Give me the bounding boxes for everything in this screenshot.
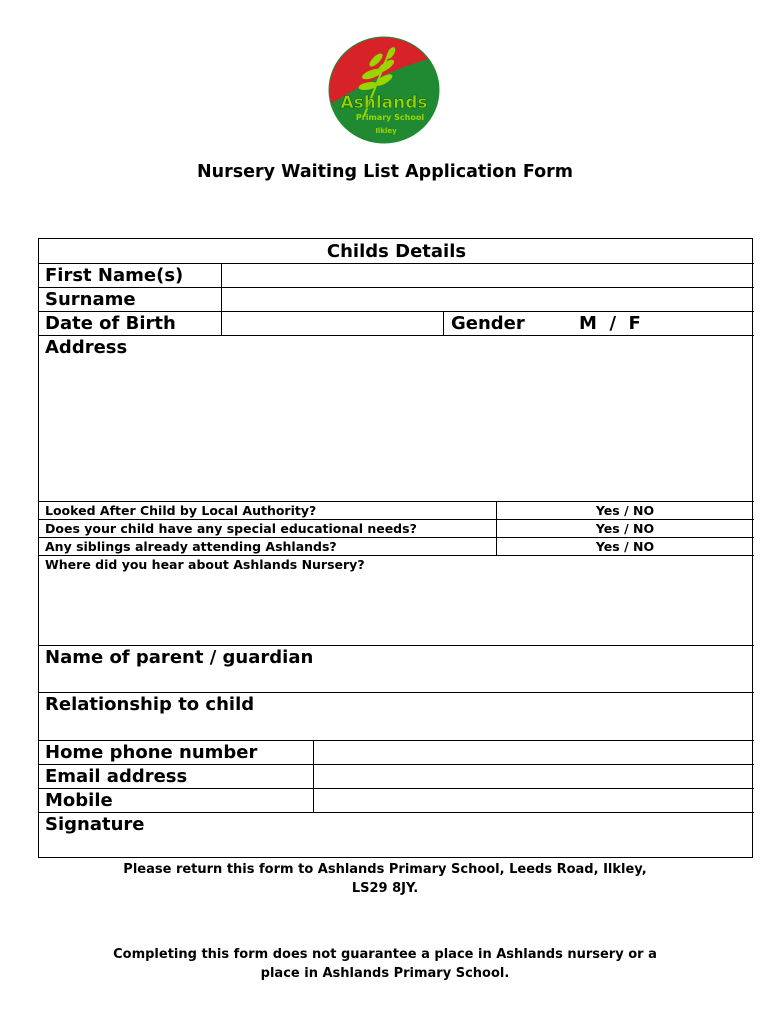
- signature-label: Signature: [45, 814, 145, 835]
- logo-town: Ilkley: [375, 127, 397, 135]
- answer-siblings[interactable]: Yes / NO: [595, 539, 655, 554]
- address-field[interactable]: [40, 359, 752, 499]
- dob-field[interactable]: [222, 312, 442, 335]
- question-special-needs: Does your child have any special educational needs?: [45, 521, 417, 536]
- notice-line-2: place in Ashlands Primary School.: [260, 966, 510, 981]
- question-looked-after: Looked After Child by Local Authority?: [45, 503, 317, 518]
- section-heading-childs-details: Childs Details: [326, 241, 467, 262]
- relationship-field[interactable]: [40, 716, 752, 738]
- mobile-label: Mobile: [45, 790, 113, 811]
- home-phone-field[interactable]: [314, 741, 753, 764]
- return-line-2: LS29 8JY.: [351, 881, 419, 896]
- return-instructions: [0, 860, 770, 898]
- guardian-name-label: Name of parent / guardian: [45, 647, 314, 668]
- surname-field[interactable]: [222, 288, 753, 311]
- surname-label: Surname: [45, 289, 136, 310]
- first-name-label: First Name(s): [45, 265, 184, 286]
- question-siblings: Any siblings already attending Ashlands?: [45, 539, 337, 554]
- hear-about-label: Where did you hear about Ashlands Nursery?: [45, 557, 365, 572]
- logo-subtitle: Primary School: [355, 113, 425, 122]
- relationship-label: Relationship to child: [45, 694, 255, 715]
- gender-label: Gender: [451, 313, 525, 334]
- dob-label: Date of Birth: [45, 313, 176, 334]
- hear-about-field[interactable]: [40, 575, 752, 643]
- guardian-name-field[interactable]: [40, 669, 752, 691]
- gender-options[interactable]: M / F: [579, 313, 641, 334]
- email-field[interactable]: [314, 765, 753, 788]
- school-logo: [328, 36, 440, 144]
- logo-name: Ashlands: [340, 93, 428, 113]
- notice-line-1: Completing this form does not guarantee a place in Ashlands nursery or a: [113, 947, 657, 962]
- address-label: Address: [45, 337, 128, 358]
- form-title: Nursery Waiting List Application Form: [197, 162, 573, 182]
- application-form: [38, 238, 753, 858]
- mobile-field[interactable]: [314, 789, 753, 812]
- first-name-field[interactable]: [222, 264, 753, 287]
- answer-looked-after[interactable]: Yes / NO: [595, 503, 655, 518]
- signature-field[interactable]: [40, 836, 752, 856]
- return-line-1: Please return this form to Ashlands Primary School, Leeds Road, Ilkley,: [123, 862, 647, 877]
- email-label: Email address: [45, 766, 188, 787]
- home-phone-label: Home phone number: [45, 742, 258, 763]
- placement-notice: [0, 945, 770, 983]
- answer-special-needs[interactable]: Yes / NO: [595, 521, 655, 536]
